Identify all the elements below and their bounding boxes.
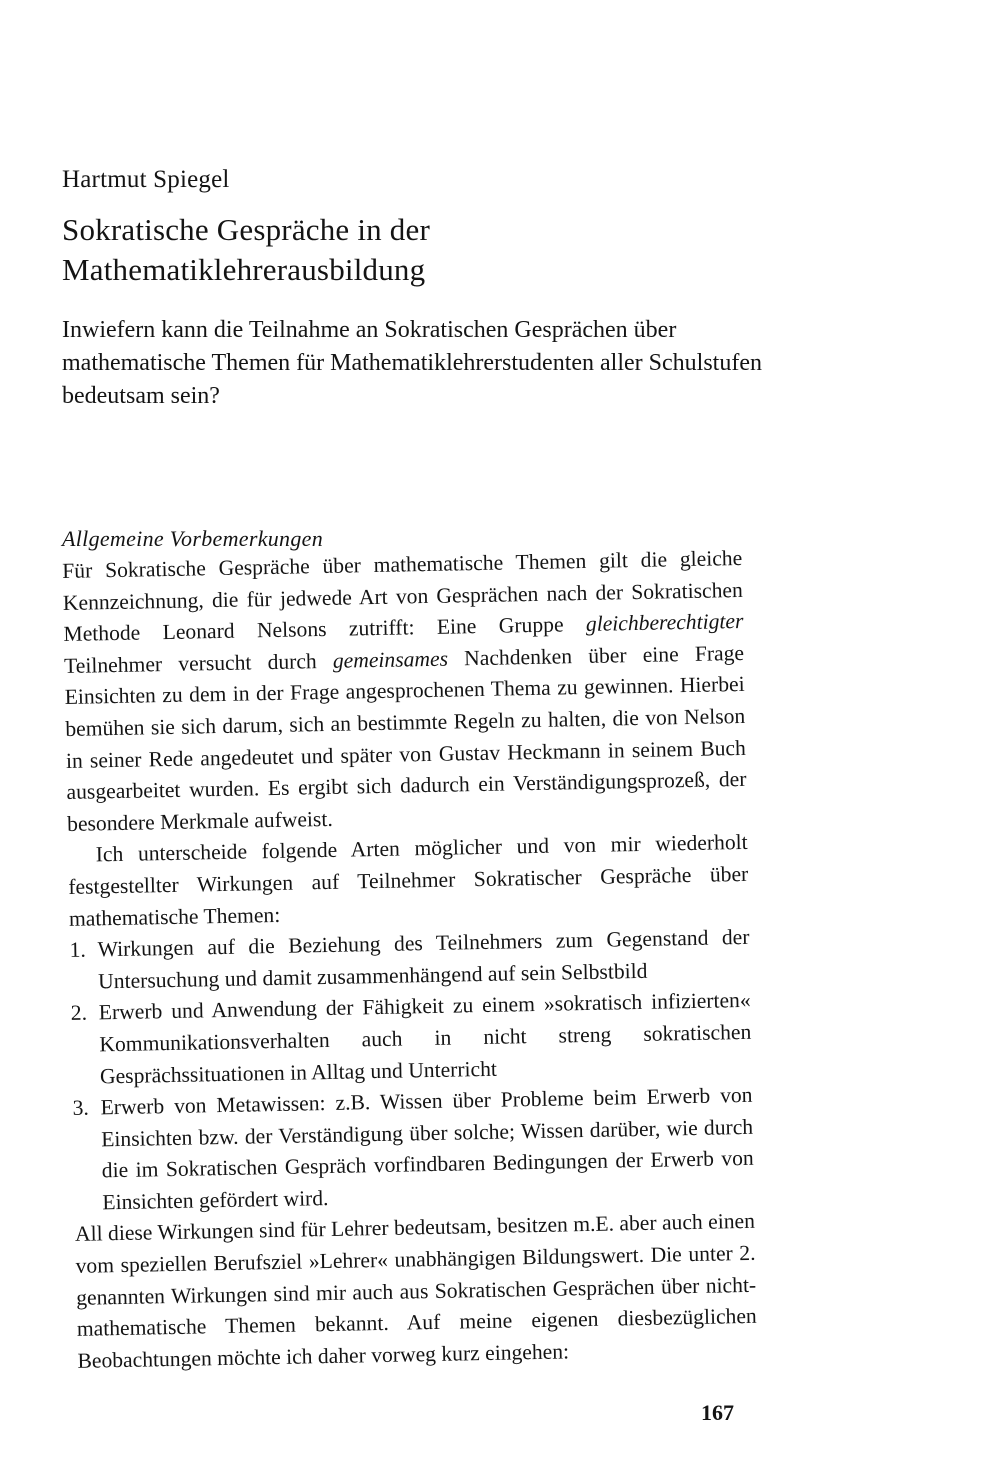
section-heading: Allgemeine Vorbemerkungen <box>62 526 324 551</box>
list-item-text: Wirkungen auf die Beziehung des Teilnehmers zum Gegenstand der Untersuchung und damit zusammenhängend auf sein Selbstbild <box>97 925 750 994</box>
guiding-question: Inwiefern kann die Teilnahme an Sokratischen Gesprächen über mathematische Themen für Mathematiklehrerstudenten aller Schulstufen bedeutsam sein? <box>62 317 762 409</box>
page-number: 167 <box>701 1400 734 1425</box>
list-item-number: 1. <box>69 937 86 963</box>
author-name: Hartmut Spiegel <box>62 166 230 193</box>
paragraph-1-text-c: Nachdenken über eine Frage Einsichten zu dem in der Frage angesprochenen Thema zu gewinnen. Hierbei bemühen sie sich darum, sich an bestimmte Regeln zu halten, die von Nelson in seiner Rede angedeutet und später von Gustav Heckmann in seinem Buch ausgearbeitet wurden. Es ergibt sich dadurch ein Verständigungsprozeß, der besondere Merkmale aufweist. <box>64 640 747 836</box>
paragraph-1 <box>62 543 747 840</box>
paragraph-2: Ich unterscheide folgende Arten möglicher und von mir wiederholt festgestellter Wirkungen auf Teilnehmer Sokratischer Gespräche über mathematische Themen: <box>68 830 749 931</box>
chapter-title <box>62 210 430 290</box>
list-item-text: Erwerb und Anwendung der Fähigkeit zu einem »sokratisch infizierten« Kommunikationsverhalten auch in nicht streng sokratischen Gesprächssituationen in Alltag und Unterricht <box>98 988 752 1088</box>
list-item-number: 3. <box>72 1095 90 1120</box>
chapter-title-line-1: Sokratische Gespräche in der <box>62 212 430 247</box>
chapter-title-line-2: Mathematiklehrerausbildung <box>62 252 426 287</box>
list-item-number: 2. <box>70 1000 88 1026</box>
paragraph-3: All diese Wirkungen sind für Lehrer bedeutsam, besitzen m.E. aber auch einen vom speziellen Berufsziel »Lehrer« unabhängigen Bildungswert. Die unter 2. genannten Wirkungen sind mir auch aus Sokratischen Gesprächen über nicht-mathematische Themen bekannt. Auf meine eigenen diesbezüglichen Beobachtungen möchte ich daher vorweg kurz eingehen: <box>74 1209 757 1373</box>
paragraph-1-text-b: Teilnehmer versucht durch <box>63 648 334 678</box>
emphasis-gleichberechtigter: gleichberechtigter <box>585 609 744 637</box>
paragraph-1-text-a: Für Sokratische Gespräche über mathematische Themen gilt die gleiche Kennzeichnung, die für jedwede Art von Gesprächen nach der Sokratischen Methode Leonard Nelsons zutrifft: Eine Gruppe <box>62 545 743 647</box>
body-text <box>62 543 758 1377</box>
list-item <box>70 985 752 1093</box>
effects-list <box>69 922 754 1219</box>
list-item-text: Erwerb von Metawissen: z.B. Wissen über Probleme beim Erwerb von Einsichten bzw. der Verständigung über solche; Wissen darüber, wie durch die im Sokratischen Gespräch vorfindbaren Bedingungen der Erwerb von Einsichten gefördert wird. <box>100 1082 754 1215</box>
emphasis-gemeinsames: gemeinsames <box>332 646 449 673</box>
list-item <box>72 1080 754 1219</box>
